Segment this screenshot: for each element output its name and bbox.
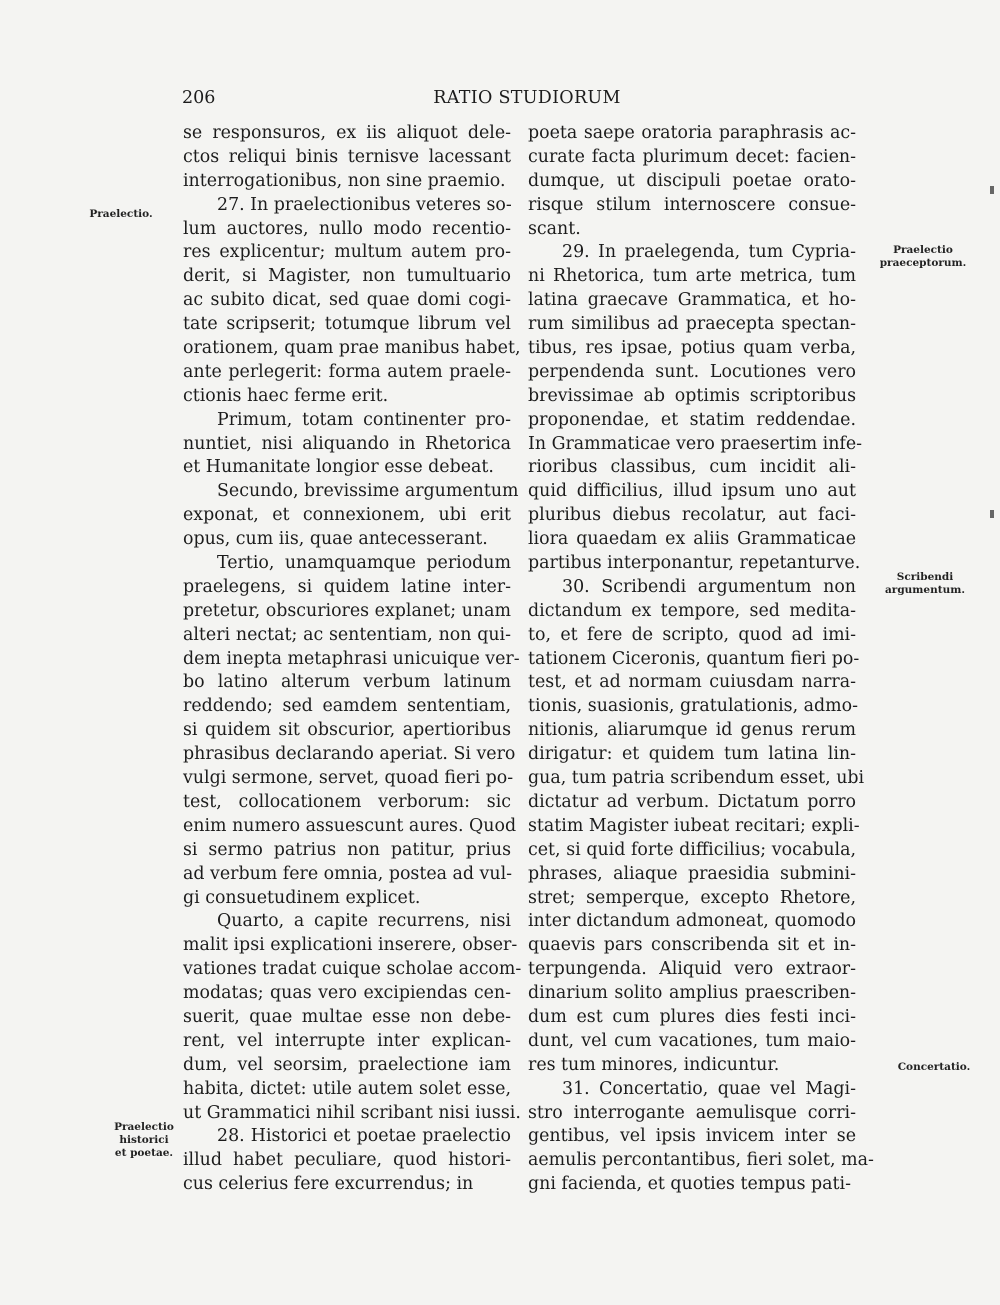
text-line: dumque, ut discipuli poetae orato- xyxy=(528,170,856,191)
text-line: lum auctores, nullo modo recentio- xyxy=(183,218,511,239)
text-line: brevissimae ab optimis scriptoribus xyxy=(528,385,856,406)
text-line: dunt, vel cum vacationes, tum maio- xyxy=(528,1030,856,1051)
text-line: nitionis, aliarumque id genus rerum xyxy=(528,720,856,741)
text-line: dictandum ex tempore, sed medita- xyxy=(528,600,856,621)
text-line: tationem Ciceronis, quantum fieri po- xyxy=(528,648,860,669)
margin-note-line: praeceptorum. xyxy=(879,257,967,269)
text-line: phrases, aliaque praesidia submini- xyxy=(528,863,856,884)
text-line: interrogationibus, non sine praemio. xyxy=(183,170,506,191)
text-line: quid difficilius, illud ipsum uno aut xyxy=(528,481,856,502)
text-line: nuntiet, nisi aliquando in Rhetorica xyxy=(183,433,511,454)
edge-mark xyxy=(990,510,994,518)
text-line: aemulis percontantibus, fieri solet, ma- xyxy=(528,1150,874,1171)
text-line: habita, dictet: utile autem solet esse, xyxy=(183,1078,511,1099)
page-number: 206 xyxy=(182,88,216,108)
text-line: pretetur, obscuriores explanet; unam xyxy=(183,600,511,621)
text-line: 31. Concertatio, quae vel Magi- xyxy=(562,1078,856,1099)
edge-mark xyxy=(990,186,994,194)
text-line: tate scripserit; totumque librum vel xyxy=(183,314,511,335)
text-line: gi consuetudinem explicet. xyxy=(183,887,421,908)
text-line: bo latino alterum verbum latinum xyxy=(183,672,511,693)
text-line: perpendenda sunt. Locutiones vero xyxy=(528,361,856,382)
margin-note-concertatio: Concertatio. xyxy=(897,1061,971,1073)
text-line: Primum, totam continenter pro- xyxy=(217,409,511,430)
text-line: ante perlegerit: forma autem praele- xyxy=(183,361,511,382)
margin-note-line: Praelectio xyxy=(893,244,953,256)
text-line: gua, tum patria scribendum esset, ubi xyxy=(528,768,865,789)
text-line: cet, si quid forte difficilius; vocabula, xyxy=(528,839,856,860)
text-line: cus celerius fere excurrendus; in xyxy=(183,1174,474,1195)
text-line: suerit, quae multae esse non debe- xyxy=(183,1006,511,1027)
text-line: rioribus classibus, cum incidit ali- xyxy=(528,457,856,478)
text-line: dum est cum plures dies festi inci- xyxy=(528,1006,856,1027)
text-line: ut Grammatici nihil scribant nisi iussi. xyxy=(183,1102,521,1123)
text-line: dictatur ad verbum. Dictatum porro xyxy=(528,791,856,812)
text-line: si quidem sit obscurior, apertioribus xyxy=(183,720,511,741)
text-line: dem inepta metaphrasi unicuique ver- xyxy=(183,648,520,669)
margin-note-line: Praelectio xyxy=(114,1121,174,1133)
text-line: partibus interponantur, repetanturve. xyxy=(528,553,861,574)
text-line: pluribus diebus recolatur, aut faci- xyxy=(528,505,856,526)
text-line: modatas; quas vero excipiendas cen- xyxy=(183,983,511,1004)
text-line: stret; semperque, excepto Rhetore, xyxy=(528,887,856,908)
margin-note-historici xyxy=(104,1121,184,1160)
text-line: alteri nectat; ac sententiam, non qui- xyxy=(183,624,511,645)
text-line: In Grammaticae vero praesertim infe- xyxy=(528,433,862,454)
text-line: to, et fere de scripto, quod ad imi- xyxy=(528,624,856,645)
text-line: se responsuros, ex iis aliquot dele- xyxy=(183,123,511,143)
text-line: terpungenda. Aliquid vero extraor- xyxy=(528,959,856,980)
text-line: malit ipsi explicationi inserere, obser- xyxy=(183,935,518,956)
text-line: si sermo patrius non patitur, prius xyxy=(183,839,511,860)
margin-note-line: historici xyxy=(119,1134,169,1146)
text-line: derit, si Magister, non tumultuario xyxy=(183,266,511,287)
text-line: dirigatur: et quidem tum latina lin- xyxy=(528,744,856,765)
right-text-column xyxy=(528,122,874,1197)
text-line: orationem, quam prae manibus habet, xyxy=(183,338,521,359)
text-line: 28. Historici et poetae praelectio xyxy=(217,1126,511,1147)
text-line: exponat, et connexionem, ubi erit xyxy=(183,505,511,526)
text-line: ni Rhetorica, tum arte metrica, tum xyxy=(528,266,856,287)
margin-note-line: et poetae. xyxy=(114,1147,174,1159)
text-line: quaevis pars conscribenda sit et in- xyxy=(528,935,856,956)
text-line: liora quaedam ex aliis Grammaticae xyxy=(528,529,856,550)
text-line: 29. In praelegenda, tum Cypria- xyxy=(562,242,856,263)
text-line: res tum minores, indicuntur. xyxy=(528,1054,780,1075)
text-line: dum, vel seorsim, praelectione iam xyxy=(183,1054,511,1075)
text-line: ac subito dicat, sed quae domi cogi- xyxy=(183,290,511,311)
text-line: ad verbum fere omnia, postea ad vul- xyxy=(183,863,513,884)
text-line: Tertio, unamquamque periodum xyxy=(217,553,511,574)
text-line: praelegens, si quidem latine inter- xyxy=(183,576,511,597)
text-line: test, collocationem verborum: sic xyxy=(183,791,511,812)
text-line: stro interrogante aemulisque corri- xyxy=(528,1102,856,1123)
text-line: gentibus, vel ipsis invicem inter se xyxy=(528,1126,856,1147)
margin-note-praeceptorum xyxy=(878,244,968,270)
running-title: RATIO STUDIORUM xyxy=(433,88,621,108)
margin-note-praelectio: Praelectio. xyxy=(89,208,153,220)
text-line: Quarto, a capite recurrens, nisi xyxy=(217,911,511,932)
text-line: res explicentur; multum autem pro- xyxy=(183,242,511,263)
margin-note-line: argumentum. xyxy=(885,584,965,596)
text-line: curate facta plurimum decet: facien- xyxy=(528,146,856,167)
text-line: Secundo, brevissime argumentum xyxy=(217,481,519,502)
text-line: vationes tradat cuique scholae accom- xyxy=(183,959,522,980)
text-line: latina graecave Grammatica, et ho- xyxy=(528,290,856,311)
text-line: et Humanitate longior esse debeat. xyxy=(183,457,494,478)
text-line: dinarium solito amplius praescriben- xyxy=(528,983,856,1004)
text-line: rum similibus ad praecepta spectan- xyxy=(528,314,856,335)
text-line: tibus, res ipsae, potius quam verba, xyxy=(528,338,856,359)
text-line: opus, cum iis, quae antecesserant. xyxy=(183,529,488,550)
left-text-column xyxy=(183,122,522,1197)
text-line: enim numero assuescunt aures. Quod xyxy=(183,815,517,836)
text-line: phrasibus declarando aperiat. Si vero xyxy=(183,744,516,765)
text-line: 30. Scribendi argumentum non xyxy=(562,576,856,597)
text-line: 27. In praelectionibus veteres so- xyxy=(217,194,512,215)
text-line: poeta saepe oratoria paraphrasis ac- xyxy=(528,123,856,143)
text-line: tionis, suasionis, gratulationis, admo- xyxy=(528,696,858,717)
text-line: inter dictandum admoneat, quomodo xyxy=(528,911,856,932)
text-line: ctionis haec ferme erit. xyxy=(183,385,389,406)
text-line: vulgi sermone, servet, quoad fieri po- xyxy=(183,768,514,789)
text-line: test, et ad normam cuiusdam narra- xyxy=(528,672,856,693)
text-line: reddendo; sed eamdem sententiam, xyxy=(183,696,511,717)
text-line: scant. xyxy=(528,218,581,239)
margin-note-line: Scribendi xyxy=(896,571,954,583)
text-line: ctos reliqui binis ternisve lacessant xyxy=(183,146,511,167)
running-header xyxy=(182,88,872,116)
margin-note-scribendi xyxy=(882,571,968,597)
text-line: gni facienda, et quoties tempus pati- xyxy=(528,1174,851,1195)
text-line: rent, vel interrupte inter explican- xyxy=(183,1030,511,1051)
text-line: proponendae, et statim reddendae. xyxy=(528,409,856,430)
text-line: statim Magister iubeat recitari; expli- xyxy=(528,815,860,836)
text-line: risque stilum internoscere consue- xyxy=(528,194,856,215)
text-line: illud habet peculiare, quod histori- xyxy=(183,1150,511,1171)
